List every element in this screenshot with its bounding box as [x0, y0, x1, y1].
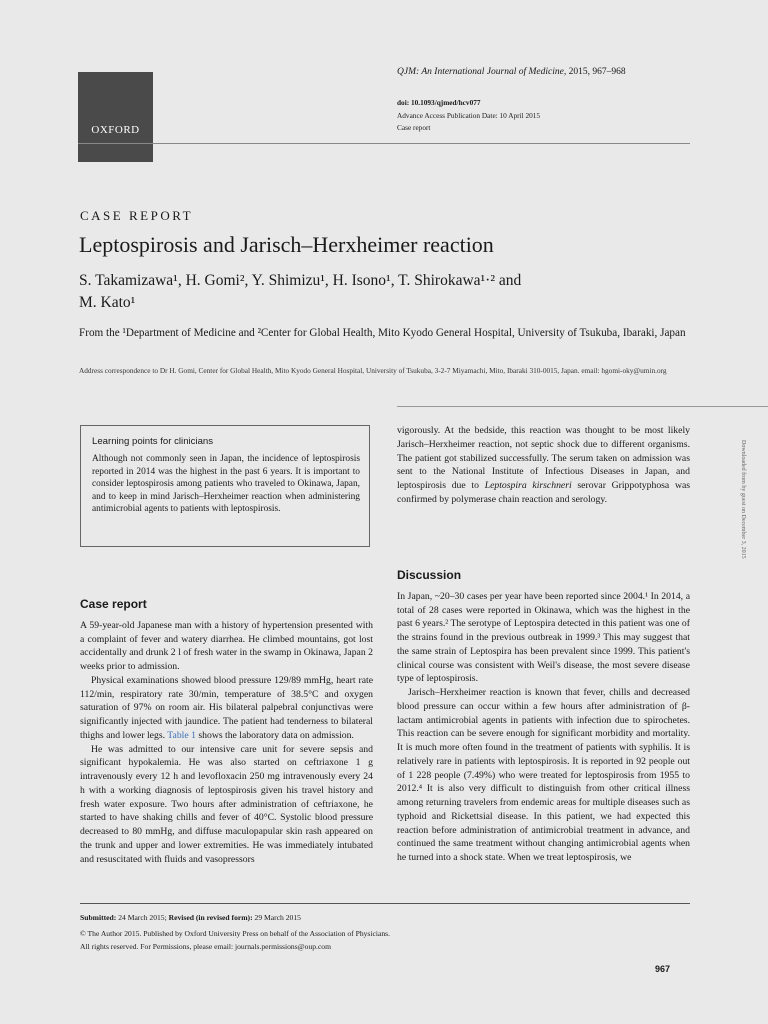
case-continuation	[397, 424, 690, 507]
header-rule	[78, 143, 690, 144]
footer-rule	[80, 903, 690, 904]
case-paragraph-3: He was admitted to our intensive care unit for severe sepsis and significant hypokalemia. He was also started on ceftriaxone 1 g intravenously every 12 h and levofloxacin 250 mg intravenously every 24 h with a working diagnosis of leptospirosis given his travel history and fresh water exposure. Two hours after administration of ceftriaxone, he started to have shaking chills and fever of 40°C. Systolic blood pressure decreased to 80 mmHg, and diffuse maculopapular skin rash appeared on the trunk and upper and lower extremities. He was immediately intubated and resuscitated with fluids and vasopressors	[80, 743, 373, 865]
learning-points-heading: Learning points for clinicians	[92, 436, 214, 447]
affiliation: From the ¹Department of Medicine and ²Center for Global Health, Mito Kyodo General Hospital, University of Tsukuba, Ibaraki, Japan	[79, 327, 686, 339]
footer-notes	[80, 911, 690, 953]
case-p2-tail: shows the laboratory data on admission.	[195, 729, 354, 741]
oxford-logo	[78, 72, 153, 162]
discussion-section	[397, 569, 690, 865]
discussion-heading: Discussion	[397, 568, 462, 582]
page-number: 967	[655, 964, 671, 974]
logo-text: OXFORD	[91, 124, 140, 136]
permissions-line: All rights reserved. For Permissions, please email: journals.permissions@oup.com	[80, 942, 332, 951]
case-report-heading: Case report	[80, 597, 147, 611]
journal-pages: 2015, 967–968	[566, 67, 626, 77]
submitted-label: Submitted:	[80, 913, 117, 922]
continuation-text: vigorously. At the bedside, this reaction was thought to be most likely Jarisch–Herxheimer reaction, not septic shock due to different organisms. The patient got stabilized successfully. The serum taken on admission was sent to the National Institute of Infectious Diseases in Japan, and leptospirosis due to	[397, 425, 690, 491]
case-paragraph-1: A 59-year-old Japanese man with a history of hypertension presented with a complaint of fever and watery diarrhea. He climbed mountains, got lost accidentally and drunk 2 l of fresh water in the swamp in Okinawa, Japan 2 weeks prior to admission.	[80, 619, 373, 672]
case-p2-text: Physical examinations showed blood pressure 129/89 mmHg, heart rate 112/min, respiratory rate 30/min, temperature of 38.5°C and oxygen saturation of 97% on room air. His bilateral palpebral conjunctivas were significantly injected with jaundice. The patient had tenderness to bilateral thighs and lower legs.	[80, 674, 373, 741]
continuation-paragraph	[397, 424, 690, 507]
doi[interactable]: doi: 10.1093/qjmed/hcv077	[397, 98, 481, 107]
case-paragraph-2	[80, 674, 373, 743]
revised-label: Revised (in revised form):	[168, 913, 253, 922]
section-rule	[397, 406, 768, 407]
journal-title: QJM: An International Journal of Medicine,	[397, 67, 567, 77]
revised-date: 29 March 2015	[252, 913, 301, 922]
section-kicker: CASE REPORT	[80, 208, 194, 223]
download-side-note: Downloaded from by guest on December 3, 2015	[740, 440, 746, 559]
species-name: Leptospira kirschneri	[484, 480, 572, 491]
learning-points-text: Although not commonly seen in Japan, the incidence of leptospirosis reported in 2014 was the highest in the past 6 years. It is important to consider leptospirosis among patients who traveled to Okinawa, Japan, and to keep in mind Jarisch–Herxheimer reaction when administering antimicrobial agents to patients with leptospirosis.	[92, 454, 360, 514]
submission-dates	[80, 911, 690, 924]
correspondence-address: Address correspondence to Dr H. Gomi, Center for Global Health, Mito Kyodo General Hospital, University of Tsukuba, 3-2-7 Miyamachi, Mito, Ibaraki 310-0015, Japan. email: hgomi-oky@umin.org	[79, 366, 667, 375]
case-report-section	[80, 598, 373, 866]
advance-access-date: Advance Access Publication Date: 10 April 2015	[397, 110, 541, 120]
table-1-link[interactable]: Table 1	[167, 729, 196, 741]
discussion-paragraph-1: In Japan, ~20–30 cases per year have been reported since 2004.¹ In 2014, a total of 28 cases were reported in Okinawa, which was the highest in the past 6 years.² The serotype of Leptospira detected in this patient was one of the strains found in the previous outbreak in 1999.³ This may suggest that the same strain of Leptospira has been prevalent since 1999. This patient's clinical course was consistent with Weil's disease, the most severe disease type of leptospirosis.	[397, 590, 690, 685]
author-list	[79, 270, 699, 314]
continuation-tail: serovar Grippotyphosa was confirmed by polymerase chain reaction and serology.	[397, 480, 691, 505]
authors-line-2: M. Kato¹	[79, 294, 136, 311]
article-title: Leptospirosis and Jarisch–Herxheimer reaction	[79, 232, 494, 257]
copyright-line: © The Author 2015. Published by Oxford University Press on behalf of the Association of Physicians.	[80, 929, 390, 938]
authors-line-1: S. Takamizawa¹, H. Gomi², Y. Shimizu¹, H. Isono¹, T. Shirokawa¹·² and	[79, 272, 522, 289]
discussion-paragraph-2: Jarisch–Herxheimer reaction is known that fever, chills and decreased blood pressure can occur within a few hours after administration of β-lactam antimicrobial agents in patients with infection due to spirochetes. This reaction can be severe enough for significant morbidity and mortality. It is much more often found in the treatment of patients with syphilis. It is relatively rare in patients with leptospirosis. It is reported in 92 people out of 1 228 people (7.49%) who were treated for leptospirosis from 1955 to 2012.⁴ It is also very difficult to distinguish from other critical illness among returning travelers from endemic areas for multiple diseases such as typhoid and Rickettsial disease. In this patient, we had expected this reaction before administration of antimicrobial treatment in advance, and continued the same treatment without changing antimicrobial agents when he turned into a shock state. When we treat leptospirosis, we	[397, 687, 690, 863]
learning-points-box	[80, 425, 370, 547]
article-meta	[397, 97, 540, 135]
journal-citation	[397, 67, 626, 77]
submitted-date: 24 March 2015;	[116, 913, 169, 922]
article-type: Case report	[397, 123, 431, 133]
